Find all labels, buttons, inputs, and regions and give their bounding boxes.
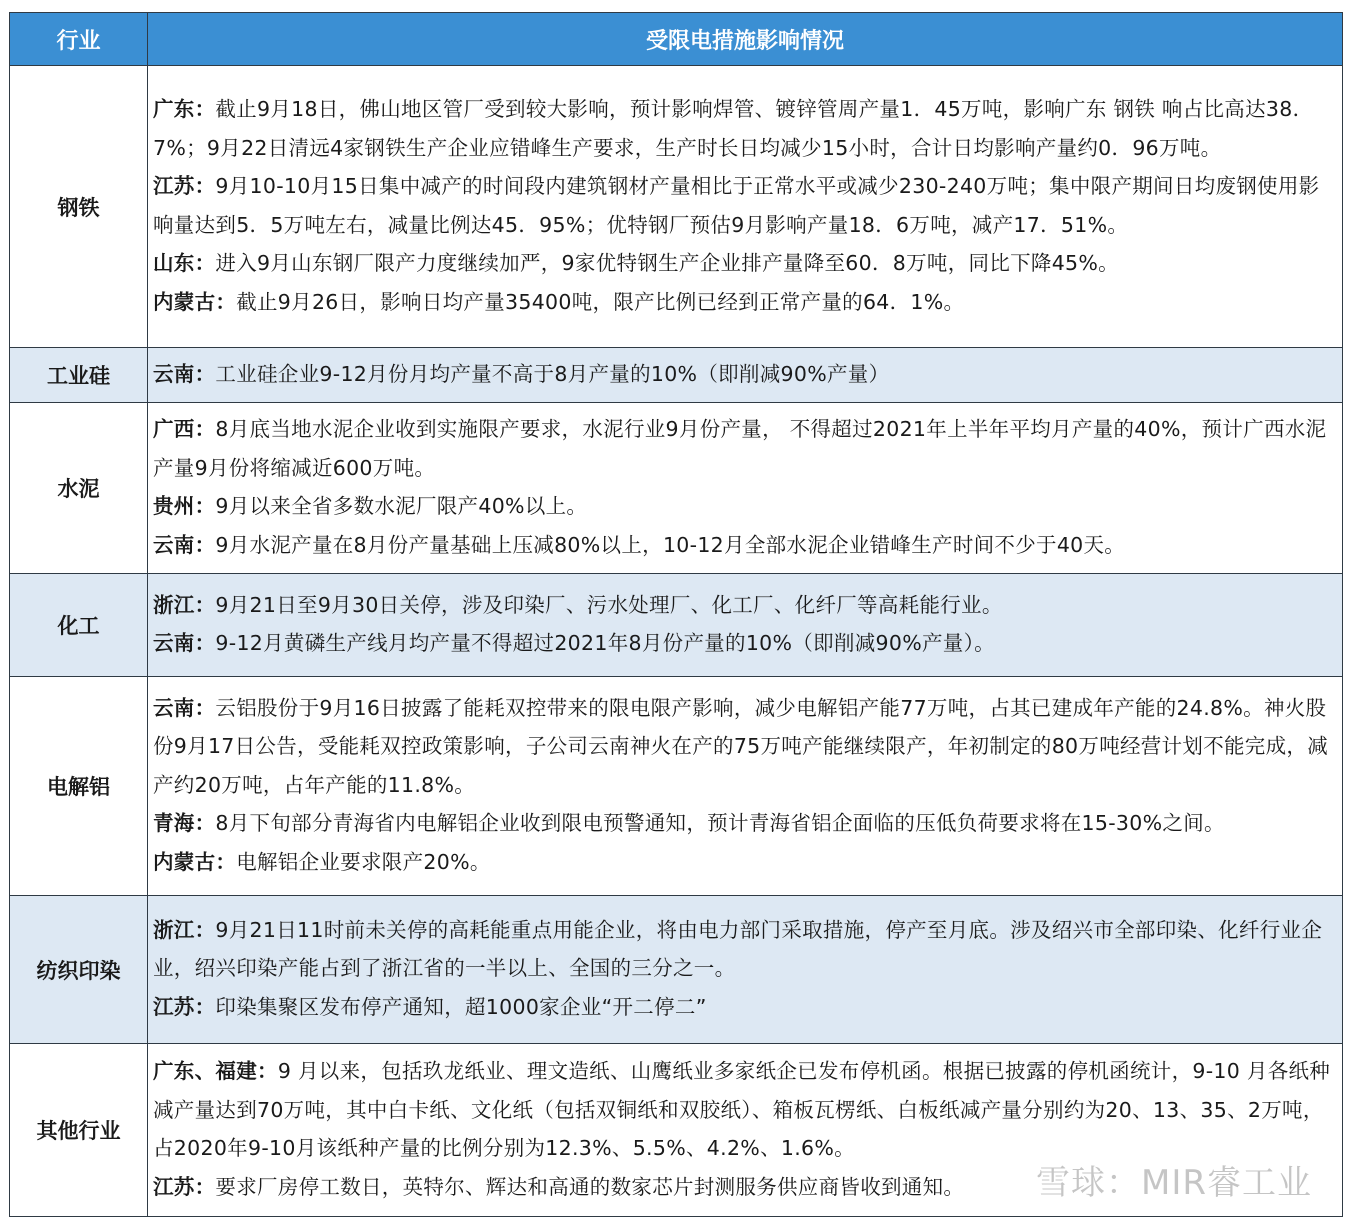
impact-text: 9月21日11时前未关停的高耗能重点用能企业，将由电力部门采取措施，停产至月底。涉及绍兴市全部印染、化纤行业企业，绍兴印染产能占到了浙江省的一半以上、全国的三分之一。: [153, 917, 1323, 981]
region-label: 内蒙古：: [153, 849, 237, 874]
region-label: 云南：: [153, 695, 216, 720]
header-industry: 行业: [10, 13, 148, 66]
impact-text: 8月下旬部分青海省内电解铝企业收到限电预警通知，预计青海省铝企面临的压低负荷要求将在15-30%之间。: [215, 811, 1225, 836]
table-row: [10, 403, 1343, 574]
impact-cell: [148, 1044, 1343, 1217]
table-row: [10, 1044, 1343, 1217]
industry-cell: 化工: [10, 574, 148, 677]
impact-text: 截止9月26日，影响日均产量35400吨，限产比例已经到正常产量的64．1%。: [236, 289, 965, 314]
impact-text: 截止9月18日，佛山地区管厂受到较大影响，预计影响焊管、镀锌管周产量1．45万吨，影响广东 钢铁 响占比高达38．7%；9月22日清远4家钢铁生产企业应错峰生产要求，生产时长日均减少15小时，合计日均影响产量约0．96万吨。: [153, 97, 1314, 160]
table-row: [10, 896, 1343, 1044]
impact-text: 9月水泥产量在8月份产量基础上压减80%以上，10-12月全部水泥企业错峰生产时间不少于40天。: [215, 532, 1126, 557]
region-label: 广东、福建：: [153, 1059, 278, 1083]
watermark: 雪球：MIR睿工业: [1036, 1163, 1312, 1203]
impact-entry: [153, 90, 1336, 167]
impact-entry: [153, 167, 1336, 244]
impact-text: 印染集聚区发布停产通知，超1000家企业“开二停二”: [215, 994, 707, 1019]
impact-cell: [148, 574, 1343, 677]
region-label: 青海：: [153, 811, 216, 836]
impact-text: 8月底当地水泥企业收到实施限产要求，水泥行业9月份产量， 不得超过2021年上半年平均月产量的40%，预计广西水泥产量9月份将缩减近600万吨。: [153, 417, 1327, 480]
impact-entry: [153, 526, 1336, 565]
region-label: 云南：: [153, 532, 216, 557]
impact-entry: [153, 410, 1336, 487]
industry-cell: 电解铝: [10, 677, 148, 896]
region-label: 浙江：: [153, 592, 216, 617]
impact-entry: [153, 843, 1336, 882]
impact-cell: [148, 66, 1343, 348]
region-label: 内蒙古：: [153, 289, 237, 314]
impact-text: 9月21日至9月30日关停，涉及印染厂、污水处理厂、化工厂、化纤厂等高耗能行业。: [215, 592, 1003, 617]
region-label: 广西：: [153, 417, 216, 441]
impact-table: [9, 12, 1343, 1217]
impact-text: 9-12月黄磷生产线月均产量不得超过2021年8月份产量的10%（即削减90%产量）。: [215, 631, 995, 655]
impact-entry: [153, 1052, 1336, 1168]
impact-text: 进入9月山东钢厂限产力度继续加严，9家优特钢生产企业排产量降至60．8万吨，同比下降45%。: [215, 251, 1119, 275]
impact-entry: [153, 487, 1336, 526]
impact-entry: [153, 689, 1336, 805]
table-row: [10, 348, 1343, 403]
impact-text: 工业硅企业9-12月份月均产量不高于8月产量的10%（即削减90%产量）: [215, 361, 890, 386]
impact-text: 9 月以来，包括玖龙纸业、理文造纸、山鹰纸业多家纸企已发布停机函。根据已披露的停机函统计，9-10 月各纸种减产量达到70万吨，其中白卡纸、文化纸（包括双铜纸和双胶纸）、箱板瓦楞纸、白板纸减产量分别约为20、13、35、2万吨，占2020年9-10月该纸种产量的比例分别为12.3%、5.5%、4.2%、1.6%。: [153, 1059, 1331, 1160]
industry-cell: 其他行业: [10, 1044, 148, 1217]
table-row: [10, 574, 1343, 677]
industry-cell: 钢铁: [10, 66, 148, 348]
impact-entry: [153, 244, 1336, 283]
region-label: 浙江：: [153, 917, 216, 942]
region-label: 江苏：: [153, 994, 216, 1019]
region-label: 江苏：: [153, 1174, 216, 1199]
impact-text: 云铝股份于9月16日披露了能耗双控带来的限电限产影响，减少电解铝产能77万吨，占其已建成年产能的24.8%。神火股份9月17日公告，受能耗双控政策影响，子公司云南神火在产的75万吨产能继续限产，年初制定的80万吨经营计划不能完成，减产约20万吨，占年产能的11.8%。: [153, 695, 1328, 797]
impact-cell: [148, 403, 1343, 574]
impact-text: 9月以来全省多数水泥厂限产40%以上。: [215, 494, 588, 518]
header-impact: 受限电措施影响情况: [148, 13, 1343, 66]
impact-cell: [148, 677, 1343, 896]
impact-entry: [153, 355, 1336, 394]
impact-entry: [153, 624, 1336, 663]
region-label: 广东：: [153, 97, 216, 121]
region-label: 贵州：: [153, 494, 216, 518]
impact-entry: [153, 804, 1336, 843]
impact-cell: [148, 896, 1343, 1044]
region-label: 山东：: [153, 251, 216, 275]
impact-entry: [153, 911, 1336, 988]
impact-text: 要求厂房停工数日，英特尔、辉达和高通的数家芯片封测服务供应商皆收到通知。: [215, 1174, 965, 1199]
industry-cell: 纺织印染: [10, 896, 148, 1044]
region-label: 江苏：: [153, 174, 216, 198]
impact-entry: [153, 283, 1336, 322]
table-row: [10, 66, 1343, 348]
region-label: 云南：: [153, 361, 216, 386]
table-header-row: [10, 13, 1343, 66]
table-row: [10, 677, 1343, 896]
impact-cell: [148, 348, 1343, 403]
impact-entry: [153, 586, 1336, 625]
impact-text: 电解铝企业要求限产20%。: [236, 849, 491, 874]
impact-entry: [153, 988, 1336, 1027]
region-label: 云南：: [153, 631, 216, 655]
industry-cell: 水泥: [10, 403, 148, 574]
impact-entry: [153, 1168, 1336, 1207]
industry-cell: 工业硅: [10, 348, 148, 403]
impact-text: 9月10-10月15日集中减产的时间段内建筑钢材产量相比于正常水平或减少230-240万吨；集中限产期间日均废钢使用影响量达到5．5万吨左右，减量比例达45．95%；优特钢厂预估9月影响产量18．6万吨，减产17．51%。: [153, 174, 1320, 237]
